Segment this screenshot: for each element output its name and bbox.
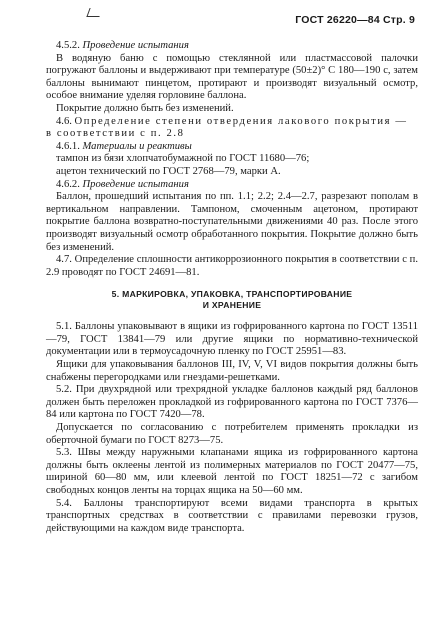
paragraph-5-3: 5.3. Швы между наружными клапанами ящика из гофрированного картона должны быть оклеены лентой из полимерных материалов по ГОСТ 20477—75, шириной 60—80 мм, или клеевой лентой по ГОСТ 18251—72 с загибом свободных концов ленты на торцах ящика на 50—60 мм. [46,447,418,496]
paragraph-5-1: 5.1. Баллоны упаковывают в ящики из гофрированного картона по ГОСТ 13511—79, ГОСТ 13841—79 или другие ящики по нормативно-технической документации или в термоусадочную пленку по ГОСТ 25951—83. [46,321,418,358]
heading-4-5-2: 4.5.2. Проведение испытания [56,40,189,51]
heading-4-6-1: 4.6.1. Материалы и реактивы [56,140,192,152]
paragraph-5-1-b: Ящики для упаковывания баллонов III, IV, V, VI видов покрытия должны быть снабжены перегородками или гнездами-решетками. [46,359,418,383]
material-item-2: ацетон технический по ГОСТ 2768—79, марки А. [56,165,281,177]
page-body [46,40,418,535]
paragraph-5-2: 5.2. При двухрядной или трехрядной укладке баллонов каждый ряд баллонов должен быть переложен прокладкой из гофрированного картона по ГОСТ 7376—84 или картона по ГОСТ 7420—78. [46,384,418,421]
section-5-title: 5. МАРКИРОВКА, УПАКОВКА, ТРАНСПОРТИРОВАНИЕ И ХРАНЕНИЕ [111,289,353,311]
paragraph-4-6-2: Баллон, прошедший испытания по пп. 1.1; 2.2; 2.4—2.7, разрезают пополам в вертикальном направлении. Тампоном, смоченным ацетоном, протирают покрытие баллона возвратно-поступательными движениями 40 раз. После этого производят визуальный осмотр обработанного покрытия. Покрытие должно быть без изменений. [46,191,418,253]
paragraph-4-5-2: В водяную баню с помощью стеклянной или пластмассовой палочки погружают баллоны и выдерживают при температуре (50±2)° С 180—190 с, затем баллоны вынимают пинцетом, протирают и производят визуальный осмотр, особое внимание уделяя горловине баллона. [46,52,418,102]
paragraph-5-4: 5.4. Баллоны транспортируют всеми видами транспорта в крытых транспортных средствах в соответствии с правилами перевозки грузов, действующими на каждом виде транспорта. [46,497,418,534]
heading-4-6-2: 4.6.2. Проведение испытания [56,178,189,190]
paragraph-4-5-2-note: Покрытие должно быть без изменений. [56,102,234,114]
page-header: ГОСТ 26220—84 Стр. 9 [295,14,415,26]
paragraph-4-7: 4.7. Определение сплошности антикоррозионного покрытия в соответствии с п. 2.9 проводят по ГОСТ 24691—81. [46,254,418,278]
heading-4-6: 4.6. Определение степени отвердения лакового покрытия — в соответствии с п. 2.8 [46,115,408,140]
material-item-1: тампон из бязи хлопчатобумажной по ГОСТ 11680—76; [56,153,310,165]
paragraph-5-2-b: Допускается по согласованию с потребителем применять прокладки из оберточной бумаги по ГОСТ 8273—75. [46,422,418,446]
margin-mark [86,8,102,17]
